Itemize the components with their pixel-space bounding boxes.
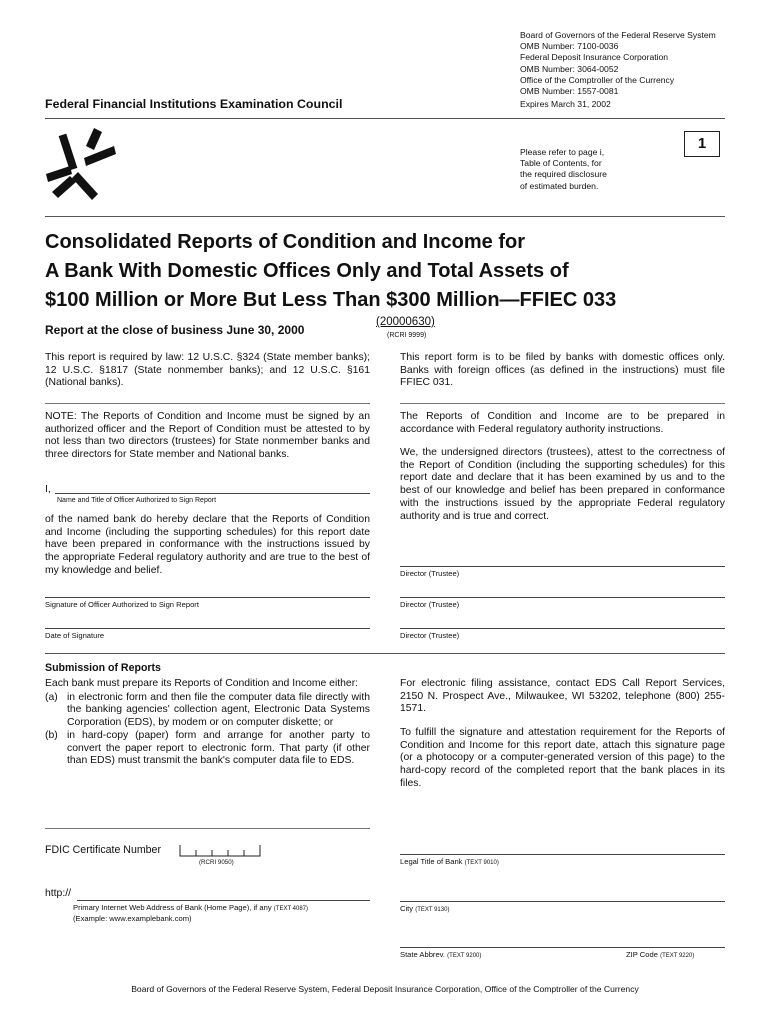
submission-item-b xyxy=(45,730,370,768)
web-address-field-label xyxy=(73,903,308,924)
state-field-label xyxy=(400,950,481,959)
agency-line: Office of the Comptroller of the Currency xyxy=(520,74,675,85)
submission-divider xyxy=(45,653,725,654)
date-signature-label: Date of Signature xyxy=(45,631,105,640)
fdic-cert-code: (RCRI 9050) xyxy=(199,859,234,866)
director-signature-line[interactable] xyxy=(400,628,725,629)
signature-note: NOTE: The Reports of Condition and Income must be signed by an authorized officer and the Report of Condition must be attested to by not less than two directors (trustees) for State nonmember banks and three directors for State member and National banks. xyxy=(45,411,370,461)
director-label: Director (Trustee) xyxy=(400,600,460,609)
omb-number: OMB Number: 3064-0052 xyxy=(520,63,619,74)
officer-name-label: Name and Title of Officer Authorized to Sign Report xyxy=(57,497,217,504)
date-signature-line[interactable] xyxy=(45,628,370,629)
council-name: Federal Financial Institutions Examination Council xyxy=(45,97,343,111)
item-a-label: (a) xyxy=(45,691,58,703)
officer-declaration: of the named bank do hereby declare that the Reports of Condition and Income (including the supporting schedules) for this report date have been prepared in conformance with the instructions issued by the appropriate Federal regulatory authority and are true to the best of my knowledge and belief. xyxy=(45,514,370,576)
page-number-box: 1 xyxy=(684,131,720,157)
omb-number: OMB Number: 7100-0036 xyxy=(520,41,619,52)
submission-intro: Each bank must prepare its Reports of Condition and Income either: xyxy=(45,678,359,689)
title-line: $100 Million or More But Less Than $300 Million—FFIEC 033 xyxy=(45,289,617,311)
zip-field-label xyxy=(626,950,694,959)
title-line: A Bank With Domestic Offices Only and Total Assets of xyxy=(45,260,569,282)
legal-title-line[interactable] xyxy=(400,854,725,855)
fdic-cert-input[interactable] xyxy=(179,845,261,857)
required-by-law: This report is required by law: 12 U.S.C. §324 (State member banks); 12 U.S.C. §1817 (State nonmember banks); and 12 U.S.C. §161 (National banks). xyxy=(45,352,370,389)
fdic-cert-label: FDIC Certificate Number xyxy=(45,844,161,856)
submission-heading: Submission of Reports xyxy=(45,662,161,674)
zip-label: ZIP Code xyxy=(626,950,658,959)
burden-note xyxy=(520,147,670,192)
legal-title-field-label xyxy=(400,857,499,866)
agency-line: Board of Governors of the Federal Reserve System xyxy=(520,30,716,40)
omb-number: OMB Number: 1557-0081 xyxy=(520,86,619,97)
web-example: (Example: www.examplebank.com) xyxy=(73,914,192,923)
report-date-mdrm: (RCRI 9999) xyxy=(387,332,427,339)
director-signature-line[interactable] xyxy=(400,566,725,567)
legal-title-label: Legal Title of Bank xyxy=(400,857,463,866)
officer-prefix: I, xyxy=(45,484,51,495)
directors-attestation: We, the undersigned directors (trustees), attest to the correctness of the Report of Condition (including the supporting schedules) for this report date and declare that it has been examined by us and to the best of our knowledge and belief has been prepared in conformance with the instructions issued by the appropriate Federal regulatory authority and is true and correct. xyxy=(400,447,725,522)
web-prefix: http:// xyxy=(45,888,71,899)
web-code: (TEXT 4087) xyxy=(273,906,309,912)
divider xyxy=(45,828,370,829)
divider xyxy=(45,403,370,404)
city-label: City xyxy=(400,904,414,913)
burden-note-line: of estimated burden. xyxy=(520,180,599,191)
submission-item-a xyxy=(45,692,370,730)
signature-page-instructions: To fulfill the signature and attestation requirement for the Reports of Condition and Income for this report date, attach this signature page (or a photocopy or a computer-generated version of this page) to the hard-copy record of the completed report that the bank places in its files. xyxy=(400,727,725,789)
burden-note-line: Please refer to page i, xyxy=(520,147,605,157)
burden-note-line: the required disclosure xyxy=(520,169,607,180)
city-field-label xyxy=(400,904,449,913)
filing-assistance: For electronic filing assistance, contact EDS Call Report Services, 2150 N. Prospect Ave., Milwaukee, WI 53202, telephone (800) 255-1571. xyxy=(400,678,725,715)
web-label: Primary Internet Web Address of Bank (Home Page), if any xyxy=(73,903,272,912)
title-top-divider xyxy=(45,216,725,217)
zip-code: (TEXT 9220) xyxy=(660,953,695,959)
filing-scope: This report form is to be filed by banks with domestic offices only. Banks with foreign offices (as defined in the instructions) must file FFIEC 031. xyxy=(400,352,725,389)
item-b-label: (b) xyxy=(45,729,58,741)
city-code: (TEXT 9130) xyxy=(415,907,450,913)
divider xyxy=(400,403,725,404)
footer: Board of Governors of the Federal Reserve System, Federal Deposit Insurance Corporation, Office of the Comptroller of the Currency xyxy=(131,984,639,994)
report-date-label: Report at the close of business June 30, 2000 xyxy=(45,323,305,337)
header-divider xyxy=(45,118,725,119)
expiration-date: Expires March 31, 2002 xyxy=(520,99,611,110)
director-label: Director (Trustee) xyxy=(400,569,460,578)
director-label: Director (Trustee) xyxy=(400,631,460,640)
agency-block xyxy=(520,30,750,110)
officer-signature-line[interactable] xyxy=(45,597,370,598)
state-label: State Abbrev. xyxy=(400,950,446,959)
officer-name-line[interactable] xyxy=(55,493,370,494)
preparation-statement: The Reports of Condition and Income are to be prepared in accordance with Federal regulatory authority instructions. xyxy=(400,411,725,435)
city-line[interactable] xyxy=(400,901,725,902)
burden-note-line: Table of Contents, for xyxy=(520,158,602,169)
state-code: (TEXT 9200) xyxy=(447,953,482,959)
legal-title-code: (TEXT 9010) xyxy=(464,860,499,866)
report-title xyxy=(45,228,745,315)
ffiec-logo-icon xyxy=(40,124,120,204)
item-b-text: in hard-copy (paper) form and arrange for another party to convert the paper report to electronic form. That party (if other than EDS) must transmit the bank's computer data file to EDS. xyxy=(67,729,370,767)
report-date-code: (20000630) xyxy=(376,316,435,328)
web-address-line[interactable] xyxy=(77,900,370,901)
officer-signature-label: Signature of Officer Authorized to Sign Report xyxy=(45,600,199,609)
director-signature-line[interactable] xyxy=(400,597,725,598)
title-line: Consolidated Reports of Condition and Income for xyxy=(45,231,525,253)
item-a-text: in electronic form and then file the computer data file directly with the banking agencies' collection agent, Electronic Data Systems Corporation (EDS), by modem or on computer diskette; or xyxy=(67,691,370,729)
agency-line: Federal Deposit Insurance Corporation xyxy=(520,52,669,63)
state-zip-line[interactable] xyxy=(400,947,725,948)
submission-list xyxy=(45,678,370,768)
